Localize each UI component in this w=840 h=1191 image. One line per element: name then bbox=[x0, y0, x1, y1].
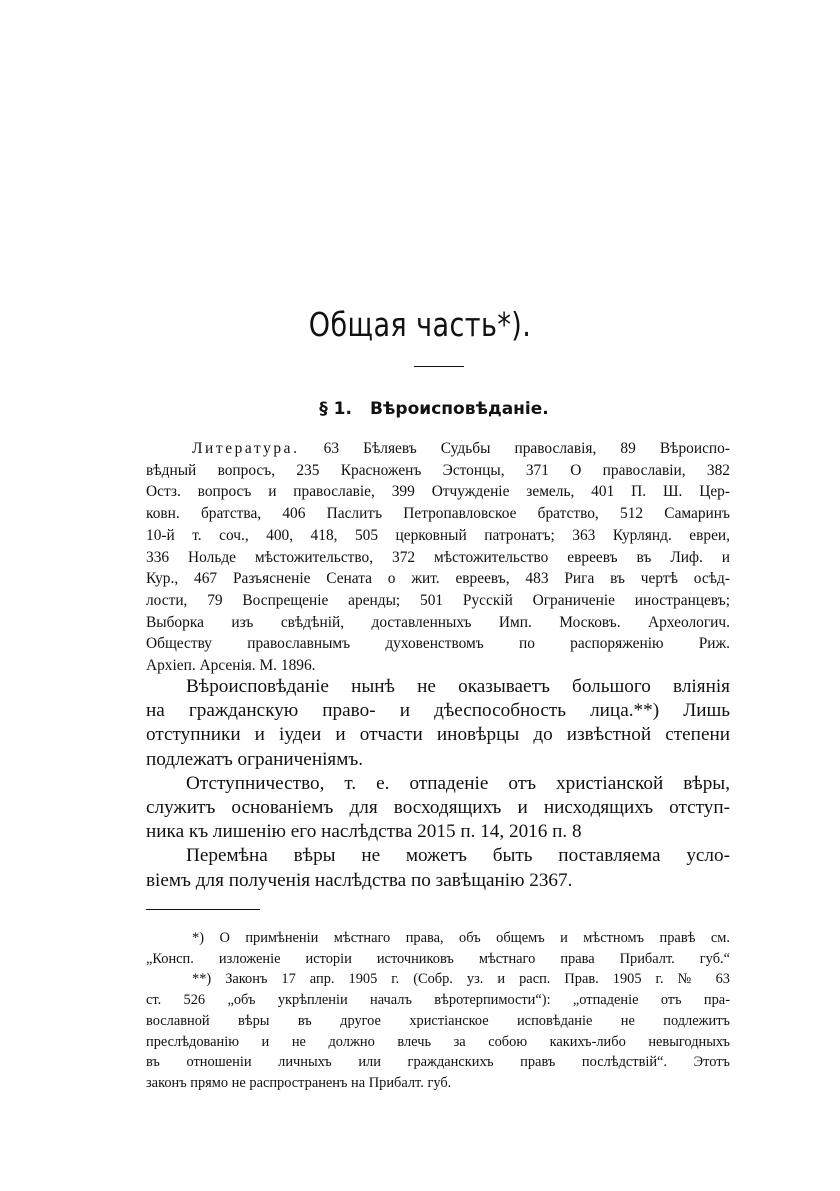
text-line: на гражданскую право- и дѣеспособность лица.**) Лишь bbox=[146, 700, 730, 722]
literature-label: Литература. bbox=[192, 440, 300, 457]
footnote-line: преслѣдованію и не должно влечь за собою какихъ-либо невыгодныхъ bbox=[146, 1033, 730, 1050]
footnote-line: „Консп. изложеніе исторіи источниковъ мѣстнаго права Прибалт. губ.“ bbox=[146, 950, 730, 967]
footnote-line: вославной вѣры въ другое христіанское исповѣданіе не подлежитъ bbox=[146, 1012, 730, 1029]
literature-line: Архіеп. Арсенія. М. 1896. bbox=[146, 657, 316, 675]
footnote-line: *) О примѣненіи мѣстнаго права, объ общемъ и мѣстномъ правѣ см. bbox=[192, 930, 730, 946]
literature-line: 336 Нольде мѣстожительство, 372 мѣстожительство евреевъ въ Лиф. и bbox=[146, 548, 730, 566]
text-line: отступники и іудеи и отчасти иновѣрцы до извѣстной степени bbox=[146, 724, 730, 746]
text-line: Отступничество, т. е. отпаденіе отъ христіанской вѣры, bbox=[186, 772, 730, 794]
text-line: служитъ основаніемъ для восходящихъ и нисходящихъ отступ- bbox=[146, 797, 730, 819]
literature-line: Литература. 63 Бѣляевъ Судьбы православія, 89 Вѣроиспо- bbox=[192, 440, 730, 457]
footnote-line: **) Законъ 17 апр. 1905 г. (Собр. уз. и расп. Прав. 1905 г. № 63 bbox=[192, 971, 730, 988]
section-number: § 1. bbox=[319, 399, 352, 419]
footnotes bbox=[146, 928, 730, 1094]
literature-line: лости, 79 Воспрещеніе аренды; 501 Русскій Ограниченіе иностранцевъ; bbox=[146, 591, 730, 609]
literature-line: 10-й т. соч., 400, 418, 505 церковный патронатъ; 363 Курлянд. евреи, bbox=[146, 526, 730, 544]
paragraph bbox=[146, 772, 730, 845]
paragraph bbox=[146, 844, 730, 892]
literature-line: Остз. вопросъ и православіе, 399 Отчужденіе земель, 401 П. Ш. Цер- bbox=[146, 483, 730, 501]
footnote-line: законъ прямо не распространенъ на Прибалт. губ. bbox=[146, 1074, 452, 1091]
footnote-line: ст. 526 „объ укрѣпленіи началъ вѣротерпимости“): „отпаденіе отъ пра- bbox=[146, 992, 730, 1009]
paragraph bbox=[146, 675, 730, 772]
literature-line: Выборка изъ свѣдѣній, доставленныхъ Имп. Московъ. Археологич. bbox=[146, 613, 730, 631]
footnote-divider bbox=[146, 909, 260, 910]
section-title: Вѣроисповѣданіе. bbox=[369, 399, 549, 419]
footnote-line: въ отношеніи личныхъ или гражданскихъ правъ послѣдствій“. Этотъ bbox=[146, 1054, 730, 1071]
literature-line: ковн. братства, 406 Паслитъ Петропавловское братство, 512 Самаринъ bbox=[146, 505, 730, 523]
page-title: Общая часть*). bbox=[308, 305, 532, 344]
literature-line: Кур., 467 Разъясненіе Сената о жит. евреевъ, 483 Рига въ чертѣ осѣд- bbox=[146, 570, 730, 588]
literature-block bbox=[146, 438, 730, 677]
text-line: віемъ для полученія наслѣдства по завѣщанію 2367. bbox=[146, 869, 573, 891]
main-text bbox=[146, 675, 730, 893]
title-divider bbox=[414, 366, 464, 367]
section-heading bbox=[0, 399, 840, 419]
text-line: Вѣроисповѣданіе нынѣ не оказываетъ большого вліянія bbox=[186, 676, 730, 697]
text-line: ника къ лишенію его наслѣдства 2015 п. 14, 2016 п. 8 bbox=[146, 821, 582, 843]
literature-line: Обществу православнымъ духовенствомъ по распоряженію Риж. bbox=[146, 635, 730, 653]
text-line: Перемѣна вѣры не можетъ быть поставляема усло- bbox=[186, 845, 730, 867]
literature-line: вѣдный вопросъ, 235 Красноженъ Эстонцы, 371 О православіи, 382 bbox=[146, 461, 730, 479]
text-line: подлежатъ ограниченіямъ. bbox=[146, 748, 364, 770]
